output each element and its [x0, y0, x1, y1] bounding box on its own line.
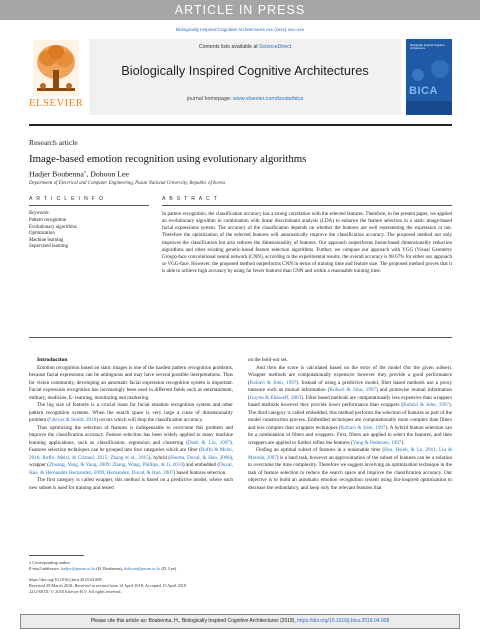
keyword-item: Supervised learning	[29, 244, 68, 249]
citation-bar	[20, 614, 460, 629]
doi-link[interactable]: https://doi.org/10.1016/j.bica.2018.04.008	[29, 577, 102, 582]
abstract-heading: A B S T R A C T	[162, 196, 219, 202]
paragraph-text: ) and embedded (	[182, 462, 220, 468]
article-in-press-banner: ARTICLE IN PRESS	[0, 0, 480, 20]
cover-title: Biologically Inspired Cognitive Architectures	[410, 44, 445, 51]
paragraph-text: The big size of features is a crucial issue for facial emotion recognition system and other pattern recognition systems. When the search space is very large a curse of dimensionality problem (	[29, 402, 233, 423]
citation-text: Please cite this article as: Boubenna, H., Biologically Inspired Cognitive Architectures (2018),	[90, 618, 298, 624]
header-divider	[29, 124, 452, 126]
paragraph-text: ) based features selection.	[173, 469, 227, 476]
footnote-divider	[29, 555, 84, 556]
paragraph-text: ). The third category is called embedded, this method performs the selection of features as part of the model construction process. Embedded techniques are computationally more complex than filters and less complex than wrappers techniques (	[248, 402, 453, 431]
section-heading: Introduction	[37, 357, 68, 363]
issn-copyright: 2212-683X/ © 2018 Elsevier B.V. All rights reserved.	[29, 589, 122, 594]
keywords-label: Keywords:	[29, 211, 51, 216]
article-info-heading: A R T I C L E I N F O	[29, 196, 105, 202]
citation-link[interactable]: Kohavi & John, 1997	[329, 387, 377, 393]
body-column-left	[29, 357, 233, 492]
journal-title: Biologically Inspired Cognitive Architectures	[121, 63, 369, 78]
homepage-prefix: journal homepage:	[186, 96, 234, 102]
elsevier-logo[interactable]	[29, 40, 83, 114]
body-paragraph: Emotion recognition based on static images is one of the hardest pattern recognition problems, because facial expressions can be ambiguous and may have several possible interpretations. Thus for vision community, developing an automatic facial expression recognition system is important. Facial expression recognition has increasingly been used in different fields such as entertainment, military, medicine, E- learning, monitoring and marketing.	[29, 364, 233, 401]
abstract-text: In pattern recognition, the classification accuracy has a strong correlation with the selected features. Therefore, in the present paper, we applied an evolutionary algorithm in combination with linear discriminant analysis (LDA) to enhance the feature selection in a static image-based facial expressions system. The accuracy of the classification depends on whether the features are well representing the expression or not. Therefore the optimization of the selected features will automatically improve the classification accuracy. The proposed method not only improves the classification but also reduces the dimensionality of features. Our approach outperforms linear-based dimensionality reduction algorithms and other existing genetic-based feature selection algorithms. Further, we compare our approach with VGG (Visual Geometry Group)-face convolutional neural network (CNN), according to the experimental results, the overall accuracy is 98.67% for either our approach or VGG-face. However, the proposed method outperforms CNN in terms of training time and feature size. The proposed method proves that it is able to achieve high accuracy by using far fewer features than CNN and within a reasonable training time.	[162, 211, 452, 275]
elsevier-wordmark: ELSEVIER	[29, 98, 84, 109]
author-name[interactable]: Dohoon Lee	[90, 169, 129, 179]
paragraph-text: ). A hybrid feature selection can be a combination of filters and wrappers. First, filters are applied to select the features, and then wrappers are applied to further refine the features (	[248, 424, 452, 446]
elsevier-tree-icon	[33, 40, 79, 96]
paragraph-text: ). Instead of using a predictive model, filter based methods use a proxy measure such as mutual information (	[248, 379, 452, 393]
paragraph-text: ).	[401, 439, 405, 446]
email-footnote	[29, 566, 177, 571]
paragraph-text: ). Filter based methods are computationally less expensive than wrappers based methods however they provide lower performance than wrappers (	[248, 394, 452, 408]
cover-graphic	[406, 39, 452, 115]
paragraph-text: ), wrapper (	[29, 454, 233, 468]
abstract-end-divider	[29, 337, 452, 338]
corresponding-author-note: ⁎ Corresponding author.	[29, 560, 71, 565]
affiliation: Department of Electrical and Computer Engineering, Pusan National University, Republic of Korea	[29, 181, 226, 186]
email-label: E-mail addresses:	[29, 566, 62, 571]
email-link[interactable]: dohoon@pusan.ac.kr	[124, 566, 161, 571]
keyword-item: Evolutionary algorithms	[29, 224, 77, 230]
author-name[interactable]: Hadjer Boubenna	[29, 169, 84, 179]
body-paragraph	[248, 365, 452, 448]
body-paragraph	[248, 447, 452, 492]
paragraph-text: ) is a hard task, however an approximation of the subset of features can be a solution to overcome the time complexity. Therefore we suggest involving an optimization technique in the task of feature selection to reduce the search space and improve the classification accuracy. Our objective is to build an automatic emotion recognition system using bio-inspired optimization to decrease the redundancy, and keep only the relevant features that	[248, 454, 453, 491]
journal-homepage-link[interactable]: www.elsevier.com/locate/bica	[233, 96, 304, 102]
citation-link[interactable]: Kohavi & John, 1997	[340, 424, 386, 431]
keyword-item: Pattern recognition	[29, 218, 67, 223]
contents-prefix: Contents lists available at	[198, 44, 260, 50]
citation-link[interactable]: Guyon & Elisseeff, 2003	[249, 394, 302, 401]
cover-abbrev: BICA	[409, 85, 438, 97]
sciencedirect-link[interactable]: ScienceDirect	[259, 44, 292, 50]
paragraph-text: ), hybrid (	[148, 454, 171, 461]
paragraph-text: ) and pointwise mutual information (	[248, 387, 453, 401]
paragraph-text: ) occurs which will drop the classification accuracy.	[96, 417, 203, 423]
paragraph-text: Finding an optimal subset of features in a reasonable time (	[256, 447, 385, 453]
citation-link[interactable]: Duval, Hao, & Hernandez Hernandez, 2009; Hernandez, Duval, & Hao, 2007	[29, 462, 233, 476]
email-owner: (H. Boubenna),	[95, 566, 125, 571]
body-column-right	[248, 357, 452, 492]
paragraph-text: ). Features selection techniques can be grouped into four categories which are filter (	[29, 439, 233, 453]
email-link[interactable]: hadjer@pusan.ac.kr	[61, 566, 96, 571]
citation-link[interactable]: Gheyas & Smith, 2010	[49, 417, 97, 423]
paragraph-text: And then the score is calculated based on the error of the model (for the given subset). Wrapper methods are computationally expensive however they provide a good performance (	[248, 364, 452, 386]
citation-link[interactable]: Dash & Liu, 1997	[187, 439, 230, 446]
citation-link[interactable]: Huerta, Duval, & Hao, 2006	[170, 454, 230, 461]
article-title: Image-based emotion recognition using evolutionary algorithms	[29, 153, 307, 165]
citation-link[interactable]: Kohavi & John, 1997	[249, 379, 297, 386]
author-list	[29, 169, 129, 179]
keyword-item: Machine learning	[29, 237, 64, 243]
journal-cover-image[interactable]	[406, 39, 452, 115]
contents-line	[89, 44, 401, 50]
citation-link[interactable]: Roffo & Melzi, 2016; Roffo, Melzi, & Cristani, 2015; Zhang et al., 2015	[29, 447, 234, 461]
citation-link[interactable]: Hsu, Hsieh, & Lu, 2011; Liu & Motoda, 2007	[248, 447, 452, 461]
email-owner: (D. Lee).	[160, 566, 178, 571]
body-paragraph	[29, 402, 233, 425]
body-paragraph	[29, 425, 233, 478]
body-paragraph: The first category is called wrapper, this method is based on a predictive model, where each new subset is used for training and tested	[29, 477, 233, 491]
citation-link[interactable]: Kohavi & John, 1997	[403, 402, 450, 408]
article-type: Research article	[29, 138, 78, 147]
article-info-divider	[29, 205, 149, 206]
citation-link[interactable]: Yang & Pedersen, 1997	[352, 439, 402, 446]
citation-doi-link[interactable]: https://doi.org/10.1016/j.bica.2018.04.008	[297, 618, 390, 624]
abstract-divider	[162, 205, 452, 206]
body-paragraph: on the hold-out set.	[248, 357, 288, 363]
journal-homepage-line	[89, 96, 401, 102]
received-dates: Received 29 March 2018; Received in revised form 14 April 2018; Accepted 15 April 2018	[29, 583, 187, 588]
keyword-item: Optimization	[29, 231, 55, 236]
corresponding-author-mark[interactable]: ⁎	[83, 170, 87, 175]
journal-masthead	[89, 39, 401, 115]
paragraph-text: Thus optimizing the selection of features is indispensable to overcome this problem and improve the classification accuracy. Feature selection has been widely applied to many machine learning applications, such as classification, regression and clustering (	[29, 424, 233, 446]
journal-header	[29, 39, 452, 123]
citation-link[interactable]: Zhuang, Yang, & Yang, 2009; Zhang, Wang, Phillips, & Ji, 2014	[48, 462, 183, 468]
author-separator: ,	[86, 169, 91, 179]
journal-citation-link[interactable]: Biologically Inspired Cognitive Architectures xxx (xxxx) xxx–xxx	[175, 27, 305, 32]
